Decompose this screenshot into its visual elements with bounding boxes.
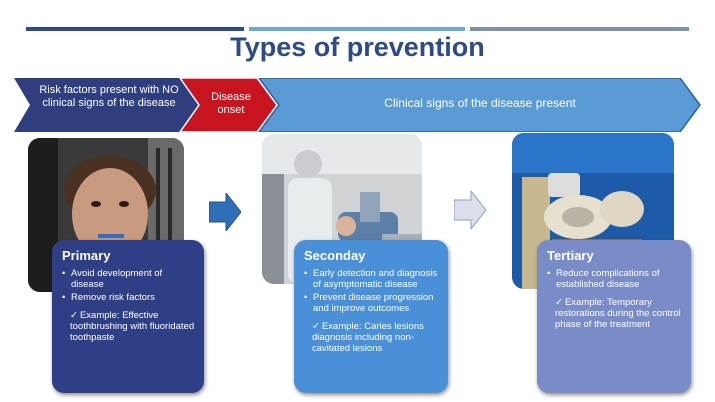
card-example: Example: Caries lesions diagnosis including non-cavitated lesions bbox=[312, 321, 424, 354]
secondary-prevention-card bbox=[294, 240, 448, 393]
check-icon: ✓ bbox=[70, 310, 78, 321]
check-icon: ✓ bbox=[312, 321, 320, 332]
card-title: Primary bbox=[62, 248, 111, 263]
right-arrow-icon bbox=[209, 193, 241, 231]
card-example: Example: Effective toothbrushing with fluoridated toothpaste bbox=[70, 310, 195, 343]
card-bullet: • Prevent disease progression and improve outcomes bbox=[304, 292, 440, 314]
top-bar-middle bbox=[249, 27, 465, 31]
right-arrow-icon bbox=[454, 191, 486, 229]
onset-stage-label: Disease onset bbox=[211, 91, 251, 116]
card-bullet: • Remove risk factors bbox=[62, 292, 196, 303]
slide-title: Types of prevention bbox=[230, 32, 485, 62]
card-bullet: • Avoid development of disease bbox=[62, 268, 196, 290]
card-bullet: • Reduce complications of established disease bbox=[547, 268, 683, 290]
tertiary-prevention-card bbox=[537, 240, 691, 393]
top-bar-right bbox=[470, 27, 689, 31]
check-icon: ✓ bbox=[555, 297, 563, 308]
card-bullet: • Early detection and diagnosis of asymptomatic disease bbox=[304, 268, 440, 290]
risk-stage-label: Risk factors present with NO clinical signs of the disease bbox=[39, 84, 179, 109]
primary-prevention-card bbox=[52, 240, 204, 393]
clinical-stage-label: Clinical signs of the disease present bbox=[384, 96, 576, 110]
card-example: Example: Temporary restorations during the control phase of the treatment bbox=[555, 297, 681, 330]
top-bar-left bbox=[26, 27, 244, 31]
card-title: Seconday bbox=[304, 248, 366, 263]
card-title: Tertiary bbox=[547, 248, 594, 263]
